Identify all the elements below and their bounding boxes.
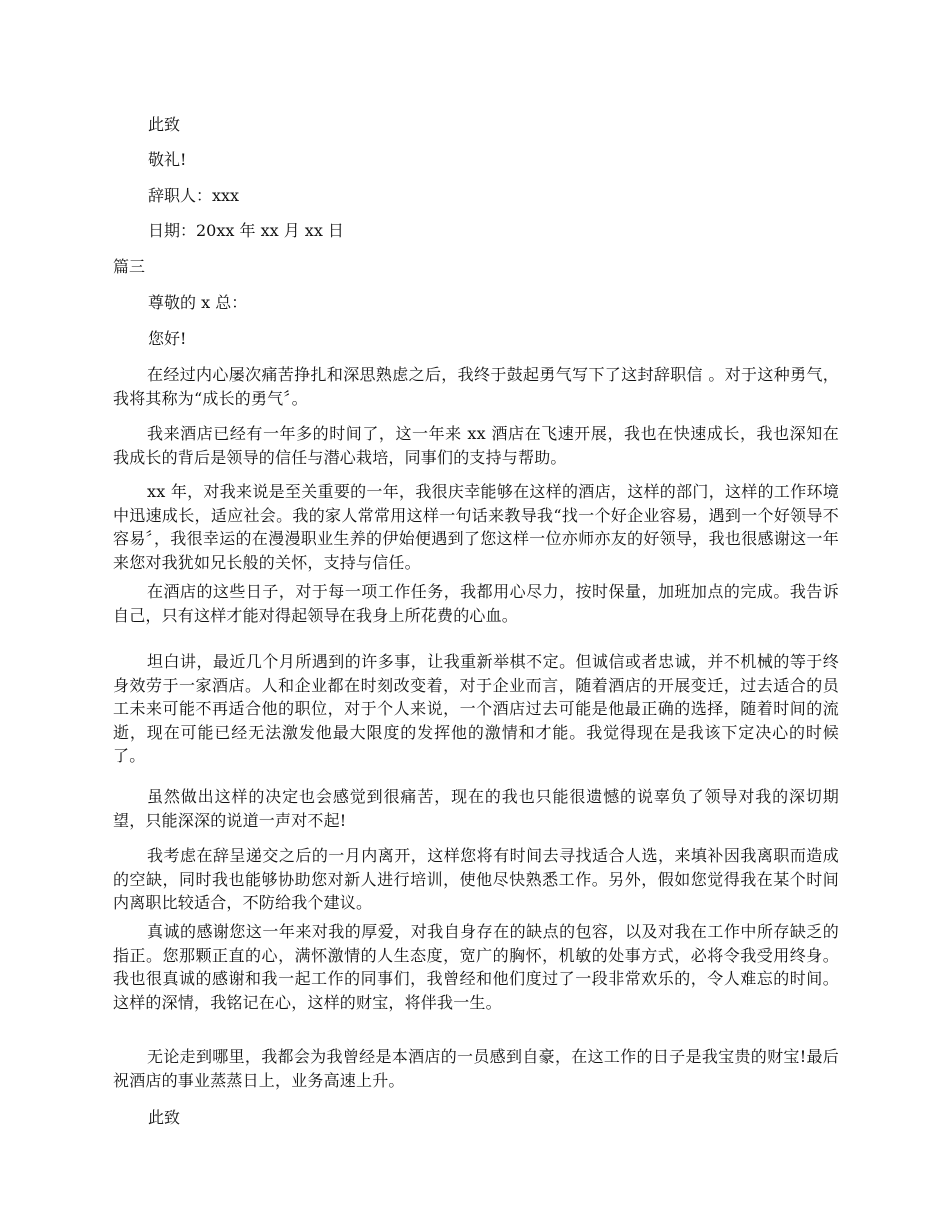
section-title: 篇三 [113, 257, 146, 276]
paragraph-5: 坦白讲，最近几个月所遇到的许多事，让我重新举棋不定。但诚信或者忠诚，并不机械的等于终身效劳于一家酒店。人和企业都在时刻改变着，对于企业而言，随着酒店的开展变迁，过去适合的员工未来可能不再适合他的职位，对于个人来说，一个酒店过去可能是他最正确的选择，随着时间的流逝，现在可能已经无法激发他最大限度的发挥他的激情和才能。我觉得现在是我该下定决心的时候了。 [113, 652, 839, 766]
paragraph-1: 在经过内心屡次痛苦挣扎和深思熟虑之后，我终于鼓起勇气写下了这封辞职信 。对于这种勇气，我将其称为“成长的勇气〞。 [113, 365, 839, 408]
resigner-line: 辞职人：xxx [148, 186, 240, 205]
closing-jing-li: 敬礼! [148, 150, 187, 169]
paragraph-2: 我来酒店已经有一年多的时间了，这一年来 xx 酒店在飞速开展，我也在快速成长，我也深知在我成长的背后是领导的信任与潜心栽培，同事们的支持与帮助。 [113, 424, 839, 467]
paragraph-7: 我考虑在辞呈递交之后的一月内离开，这样您将有时间去寻找适合人选，来填补因我离职而造成的空缺，同时我也能够协助您对新人进行培训，使他尽快熟悉工作。另外，假如您觉得我在某个时间内离职比较适合，不防给我个建议。 [113, 846, 839, 913]
date-line: 日期：20xx 年 xx 月 xx 日 [148, 221, 344, 240]
paragraph-4: 在酒店的这些日子，对于每一项工作任务，我都用心尽力，按时保量，加班加点的完成。我告诉自己，只有这样才能对得起领导在我身上所花费的心血。 [113, 582, 839, 625]
paragraph-9: 无论走到哪里，我都会为我曾经是本酒店的一员感到自豪，在这工作的日子是我宝贵的财宝!最后祝酒店的事业蒸蒸日上，业务高速上升。 [113, 1047, 839, 1090]
letter-salutation: 尊敬的 x 总： [148, 293, 248, 312]
closing-ci-zhi: 此致 [148, 115, 181, 134]
paragraph-6: 虽然做出这样的决定也会感觉到很痛苦，现在的我也只能很遗憾的说辜负了领导对我的深切期望，只能深深的说道一声对不起! [113, 787, 839, 830]
paragraph-8: 真诚的感谢您这一年来对我的厚爱，对我自身存在的缺点的包容，以及对我在工作中所存缺乏的指正。您那颗正直的心，满怀激情的人生态度，宽广的胸怀，机敏的处事方式，必将令我受用终身。我也很真诚的感谢和我一起工作的同事们，我曾经和他们度过了一段非常欢乐的，令人难忘的时间。这样的深情，我铭记在心，这样的财宝，将伴我一生。 [113, 922, 839, 1012]
letter-greeting: 您好! [148, 329, 187, 348]
letter-closing: 此致 [148, 1108, 181, 1127]
paragraph-3: xx 年，对我来说是至关重要的一年，我很庆幸能够在这样的酒店，这样的部门，这样的工作环境中迅速成长，适应社会。我的家人常常用这样一句话来教导我“找一个好企业容易，遇到一个好领导不容易〞，我很幸运的在漫漫职业生养的伊始便遇到了您这样一位亦师亦友的好领导，我也很感谢这一年来您对我犹如兄长般的关怀，支持与信任。 [113, 482, 839, 572]
